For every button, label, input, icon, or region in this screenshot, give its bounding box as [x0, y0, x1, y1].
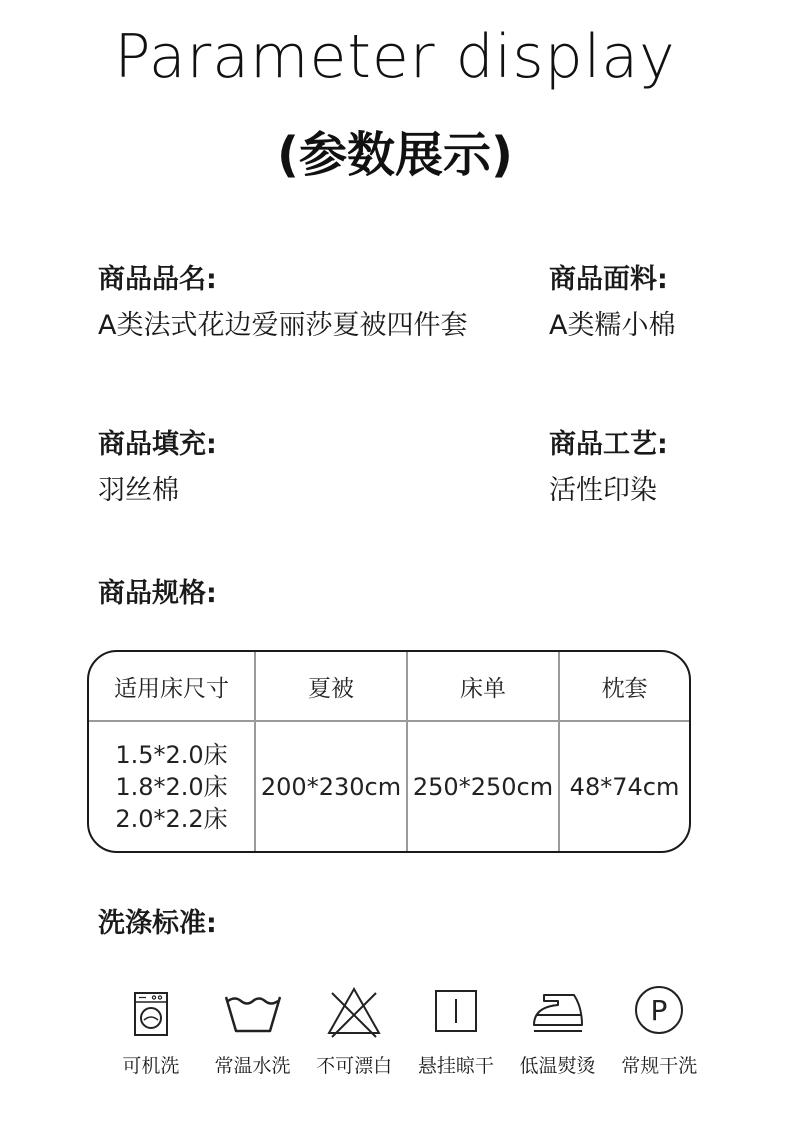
- spec-header-sheet: 床单: [407, 652, 559, 721]
- wash-item-label: 常规干洗: [621, 1055, 698, 1077]
- param-fabric-label: 商品面料:: [549, 264, 668, 295]
- spec-header-quilt: 夏被: [255, 652, 407, 721]
- param-craft-value: 活性印染: [549, 475, 657, 506]
- wash-item: [202, 985, 304, 1078]
- wash-item-label: 常温水洗: [214, 1055, 291, 1077]
- svg-text:P: P: [650, 994, 668, 1027]
- spec-section: [98, 578, 217, 610]
- param-filling: [98, 429, 217, 507]
- param-name-label: 商品品名:: [98, 264, 217, 295]
- spec-table-row: [89, 721, 689, 851]
- param-craft-label: 商品工艺:: [549, 429, 668, 460]
- param-craft: [549, 429, 668, 507]
- bed-size-item: 1.5*2.0床: [115, 740, 228, 769]
- bed-size-item: 2.0*2.2床: [115, 804, 228, 833]
- wash-label: 洗涤标准:: [98, 908, 217, 939]
- wash-item: [303, 985, 405, 1078]
- wash-item-label: 不可漂白: [316, 1055, 393, 1077]
- spec-header-bed-size: 适用床尺寸: [89, 652, 255, 721]
- page-title-english: Parameter display: [114, 22, 676, 92]
- hang-dry-icon: [428, 985, 484, 1041]
- wash-item-label: 可机洗: [122, 1055, 180, 1077]
- wash-section: [98, 908, 217, 940]
- spec-cell-quilt: 200*230cm: [255, 721, 407, 851]
- spec-table-header-row: [89, 652, 689, 721]
- dry-clean-p-icon: [631, 985, 687, 1041]
- wash-tub-icon: [225, 985, 281, 1041]
- spec-table: [87, 650, 691, 853]
- wash-icons-row: [100, 985, 710, 1078]
- wash-item-label: 悬挂晾干: [417, 1055, 494, 1077]
- wash-item: [507, 985, 609, 1078]
- param-fabric: [549, 264, 675, 342]
- wash-item: [405, 985, 507, 1078]
- spec-cell-sheet: 250*250cm: [407, 721, 559, 851]
- spec-header-pillow: 枕套: [559, 652, 689, 721]
- spec-cell-pillow: 48*74cm: [569, 772, 680, 801]
- param-filling-label: 商品填充:: [98, 429, 217, 460]
- param-name: [98, 264, 467, 342]
- washing-machine-icon: [123, 985, 179, 1041]
- spec-label: 商品规格:: [98, 578, 217, 609]
- page-title-chinese: (参数展示): [277, 127, 513, 183]
- bed-size-item: 1.8*2.0床: [115, 772, 228, 801]
- wash-item: [608, 985, 710, 1078]
- wash-item-label: 低温熨烫: [519, 1055, 596, 1077]
- iron-icon: [530, 985, 586, 1041]
- spec-cell-sizes: [89, 721, 255, 851]
- no-bleach-icon: [326, 985, 382, 1041]
- param-fabric-value: A类糯小棉: [549, 310, 676, 341]
- param-filling-value: 羽丝棉: [98, 475, 179, 506]
- wash-item: [100, 985, 202, 1078]
- param-name-value: A类法式花边爱丽莎夏被四件套: [98, 310, 468, 341]
